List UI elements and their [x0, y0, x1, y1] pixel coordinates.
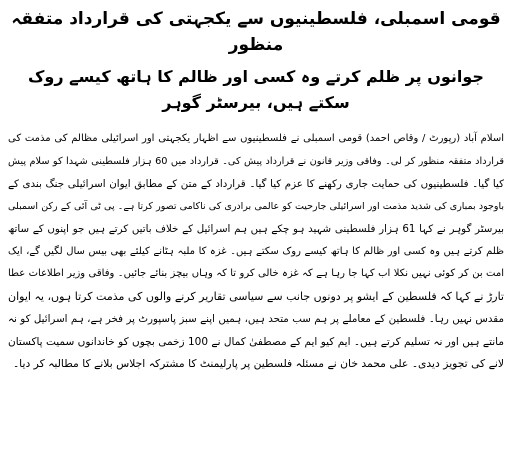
- article-line: اسلام آباد (رپورٹ / وقاص احمد) قومی اسمبلی نے فلسطینیوں سے اظہار یکجہتی اور اسرائیلی مظالم کی مذمت کی: [8, 133, 504, 144]
- article-line: بیرسٹر گوہر نے کہا 61 ہزار فلسطینی شہید ہو چکے ہیں ہم اسرائیل کے خلاف باتیں کرتے ہیں جو اپنوں کے ساتھ: [8, 223, 504, 235]
- article-line: کیا گیا۔ فلسطینیوں کی حمایت جاری رکھنے کا عزم کیا گیا۔ قرارداد کے متن کے مطابق ایوان اسرائیلی جنگ بندی کے: [8, 178, 504, 190]
- headline: [8, 6, 504, 116]
- headline-main: قومی اسمبلی، فلسطینیوں سے یکجہتی کی قرارداد متفقہ منظور: [11, 9, 501, 55]
- article-body: [8, 128, 504, 376]
- article-line: لانے کی تجویز دیدی۔ علی محمد خان نے مسئلہ فلسطین پر پارلیمنٹ کا مشترکہ اجلاس بلانے کا مطالبہ کر دیا۔: [12, 357, 504, 370]
- headline-sub: جوانوں پر ظلم کرتے وہ کسی اور ظالم کا ہاتھ کیسے روک سکتے ہیں، بیرسٹر گوہر: [28, 67, 484, 112]
- article-line: مقدس نہیں رہا۔ فلسطین کے معاملے پر ہم سب متحد ہیں، ہمیں اپنے سبز پاسپورٹ پر فخر ہے، ہم اسرائیل کو نہ: [8, 313, 504, 325]
- article-line: مانتے ہیں اور نہ تسلیم کرتے ہیں۔ ایم کیو ایم کے مصطفیٰ کمال نے 100 زخمی بچوں کو خاندانوں سمیت پاکستان: [8, 335, 504, 348]
- article-line: تارڑ نے کہا کہ فلسطین کے ایشو پر دونوں جانب سے سیاسی تقاریر کرنے والوں کی مذمت کرتا ہوں، یہ ایوان: [8, 289, 504, 303]
- article-line: باوجود بمباری کی شدید مذمت اور اسرائیلی جارحیت کو عالمی برادری کی ناکامی تصور کرتا ہے۔ پی ٹی آئی کے رکن اسمبلی: [8, 200, 504, 212]
- article-line: امت بن کر کوئی نہیں نکلا اب کہا جا رہا ہے کہ غزہ خالی کرو تا کہ وہاں بیچز بنائے جائیں۔ وفاقی وزیر اطلاعات عطا: [8, 268, 504, 279]
- article-line: ظلم کرتے ہیں وہ کسی اور ظالم کا ہاتھ کیسے روک سکتے ہیں۔ غزہ کا ملبہ ہٹانے کیلئے بھی بیس سال لگیں گے، ایک: [8, 245, 504, 257]
- article-line: قرارداد متفقہ منظور کر لی۔ وفاقی وزیر قانون نے قرارداد پیش کی۔ قرارداد میں 60 ہزار فلسطینی شہدا کو سلام پیش: [8, 155, 504, 167]
